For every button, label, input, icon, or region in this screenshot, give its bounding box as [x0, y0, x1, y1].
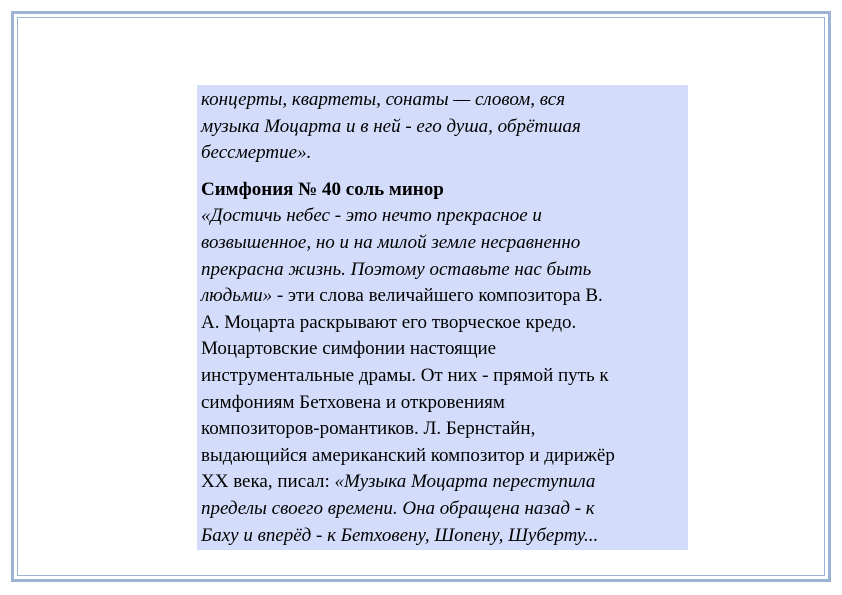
body-line-3: прекрасна жизнь. Поэтому оставьте нас быть [201, 258, 592, 280]
intro-line-1: концерты, квартеты, сонаты — словом, вся [201, 89, 566, 110]
body-line-11-text: XX века, писал: [201, 471, 335, 493]
body-line-4 [201, 283, 684, 310]
body-line-7: инструментальные драмы. От них - прямой путь к [201, 364, 609, 386]
body-line-8: симфониям Бетховена и откровениям [201, 391, 505, 413]
body-line-4-text: - эти слова величайшего композитора В. [272, 285, 603, 307]
body-line-5: А. Моцарта раскрывают его творческое кредо. [201, 311, 577, 333]
section-heading: Симфония № 40 соль минор [201, 178, 444, 200]
body-line-6: Моцартовские симфонии настоящие [201, 338, 497, 360]
body-line-11-quote: «Музыка Моцарта переступила [334, 471, 596, 493]
body-line-10: выдающийся американский композитор и дирижёр [201, 444, 615, 466]
body-line-9: композиторов-романтиков. Л. Бернстайн, [201, 418, 536, 440]
intro-line-2: музыка Моцарта и в ней - его душа, обрётшая [201, 115, 581, 137]
body-line-2: возвышенное, но и на милой земле несравненно [201, 231, 581, 253]
body-line-12: пределы своего времени. Она обращена назад - к [201, 497, 595, 519]
body-line-11 [201, 469, 684, 496]
body-line-13: Баху и вперёд - к Бетховену, Шопену, Шуберту... [201, 524, 599, 546]
body-line-1: «Достичь небес - это нечто прекрасное и [201, 205, 542, 227]
body-line-4-quote: людьми» [201, 285, 273, 307]
intro-line-3: бессмертие». [201, 142, 312, 164]
text-box [197, 85, 688, 550]
